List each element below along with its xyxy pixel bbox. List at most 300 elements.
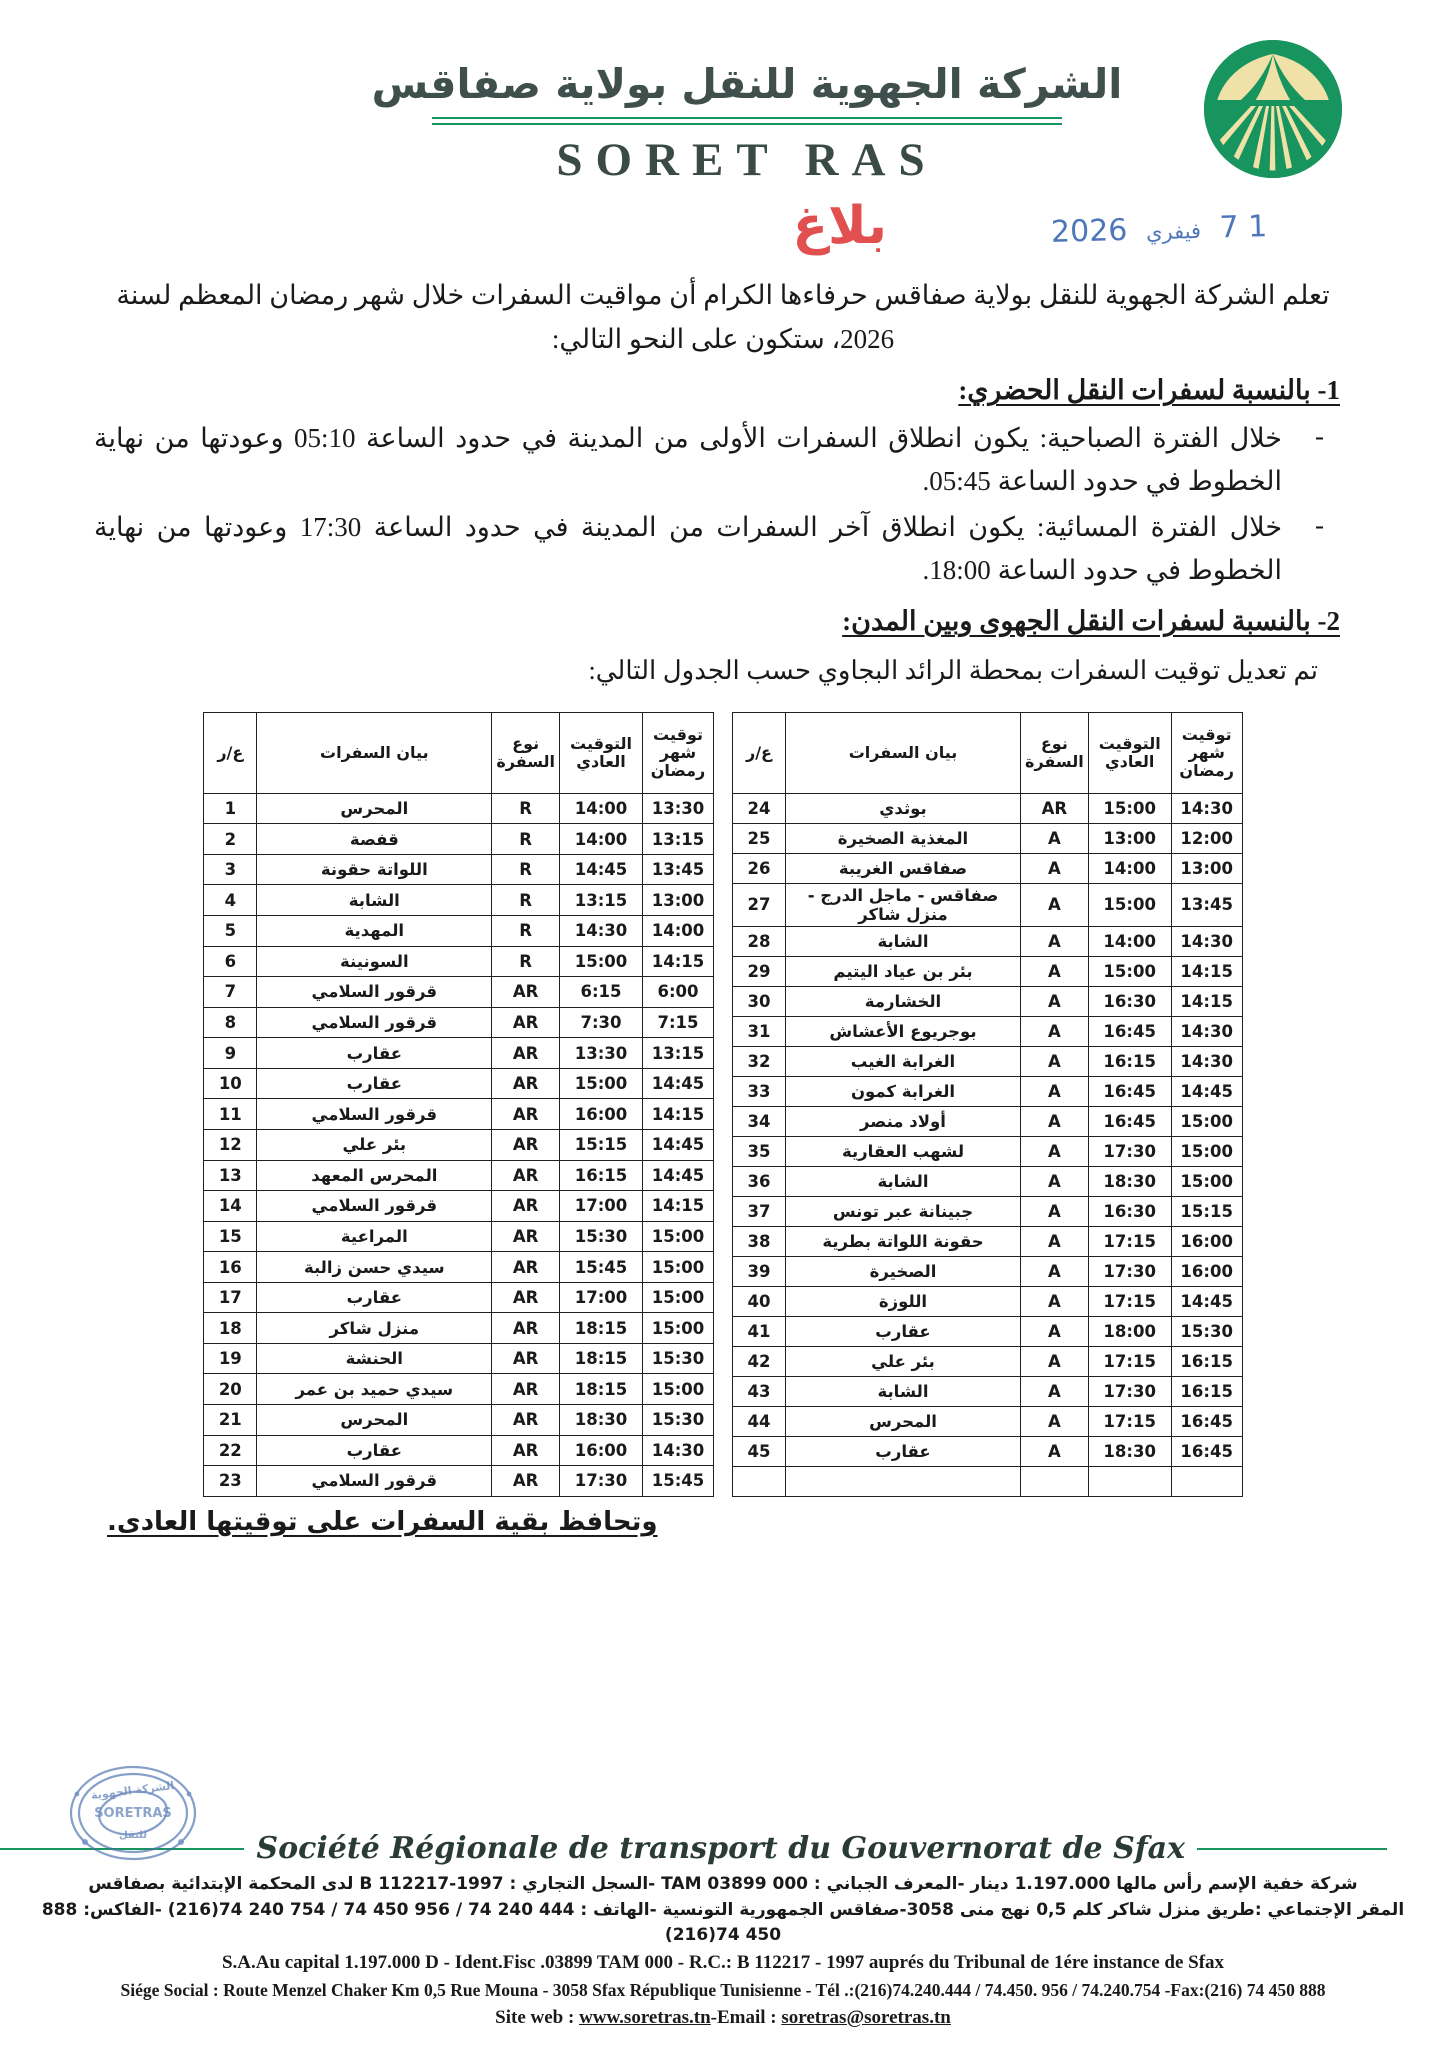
cell-ramadan-time: 15:45 <box>644 1466 715 1497</box>
cell-number: 6 <box>205 946 258 977</box>
cell-ramadan-time: 16:00 <box>1172 1256 1243 1286</box>
cell-number: 16 <box>205 1252 258 1283</box>
cell-normal-time: 14:00 <box>561 824 644 855</box>
cell-trip-type: R <box>493 916 561 947</box>
cell-normal-time: 17:15 <box>1089 1346 1172 1376</box>
cell-ramadan-time: 15:15 <box>1172 1196 1243 1226</box>
cell-number: 4 <box>205 885 258 916</box>
cell-trip-type: R <box>493 793 561 824</box>
table-row <box>205 1466 715 1497</box>
table-row <box>734 1376 1244 1406</box>
cell-ramadan-time: 7:15 <box>644 1007 715 1038</box>
cell-trip-type: A <box>1022 1256 1090 1286</box>
cell-number: 23 <box>205 1466 258 1497</box>
cell-normal-time: 18:30 <box>1089 1166 1172 1196</box>
cell-trip-type: R <box>493 824 561 855</box>
cell-trip-label: عقارب <box>258 1435 493 1466</box>
document-header <box>0 0 1448 268</box>
cell-trip-type: AR <box>493 1374 561 1405</box>
cell-number: 7 <box>205 977 258 1008</box>
cell-number: 42 <box>734 1346 787 1376</box>
cell-trip-label: بوثدي <box>787 793 1022 823</box>
legal-arabic-2: المقر الإجتماعي :طريق منزل شاكر كلم 0,5 نهج منى 3058-صفاقس الجمهورية التونسية -الهاتف : 444 240 74 / 956 450 74 / 754 240 74(216) -الفاكس: 888 450 74(216) <box>42 1899 1406 1946</box>
section-regional <box>95 600 1353 692</box>
bullet-dash: - <box>1316 509 1325 540</box>
th-ramadan-time: توقيت شهر رمضان <box>1172 712 1243 793</box>
cell-normal-time: 14:30 <box>561 916 644 947</box>
cell-normal-time: 15:00 <box>561 1068 644 1099</box>
cell-ramadan-time: 13:15 <box>644 1038 715 1069</box>
cell-normal-time: 16:00 <box>561 1435 644 1466</box>
cell-normal-time: 16:00 <box>561 1099 644 1130</box>
cell-trip-type: A <box>1022 956 1090 986</box>
notice-heading: بلاغ <box>793 196 888 256</box>
cell-trip-label: الغرابة الغيب <box>787 1046 1022 1076</box>
cell-trip-type: A <box>1022 1226 1090 1256</box>
date-stamp <box>1051 209 1268 250</box>
cell-ramadan-time: 15:00 <box>644 1252 715 1283</box>
cell-normal-time: 18:30 <box>1089 1436 1172 1466</box>
cell-trip-type: R <box>493 854 561 885</box>
th-trip-label: بيان السفرات <box>787 712 1022 793</box>
cell-trip-label: جبينانة عبر تونس <box>787 1196 1022 1226</box>
cell-ramadan-time: 16:45 <box>1172 1436 1243 1466</box>
cell-trip-type: A <box>1022 1346 1090 1376</box>
cell-normal-time: 18:30 <box>561 1405 644 1436</box>
cell-normal-time: 14:45 <box>561 854 644 885</box>
schedule-table-left <box>733 712 1244 1497</box>
cell-number: 15 <box>205 1221 258 1252</box>
table-row <box>205 977 715 1008</box>
table-row <box>205 1374 715 1405</box>
table-row <box>205 946 715 977</box>
cell-ramadan-time: 14:45 <box>644 1129 715 1160</box>
cell-trip-label: عقارب <box>258 1068 493 1099</box>
header-titles <box>348 62 1148 187</box>
cell-trip-label: بوجريوع الأعشاش <box>787 1016 1022 1046</box>
section1-bullets <box>95 417 1341 592</box>
table-row <box>734 1346 1244 1376</box>
table-row <box>205 824 715 855</box>
table-row <box>734 883 1244 926</box>
cell-trip-label: المحرس المعهد <box>258 1160 493 1191</box>
cell-normal-time: 16:15 <box>561 1160 644 1191</box>
table-row <box>734 853 1244 883</box>
table-row <box>734 1016 1244 1046</box>
th-ramadan-time: توقيت شهر رمضان <box>644 712 715 793</box>
cell-number: 37 <box>734 1196 787 1226</box>
table-row <box>734 793 1244 823</box>
table-row <box>734 1406 1244 1436</box>
document-footer <box>0 1778 1448 2032</box>
signature-line <box>60 1831 1388 1866</box>
th-trip-label: بيان السفرات <box>258 712 493 793</box>
table-row <box>205 1129 715 1160</box>
cell-trip-type: AR <box>493 1282 561 1313</box>
cell-ramadan-time: 14:15 <box>1172 986 1243 1016</box>
table-row <box>734 1286 1244 1316</box>
table-row <box>734 1076 1244 1106</box>
schedule-tables <box>0 712 1448 1497</box>
cell-trip-label: المحرس <box>258 793 493 824</box>
cell-number: 39 <box>734 1256 787 1286</box>
th-trip-type: نوع السفرة <box>493 712 561 793</box>
cell-trip-label: حقونة اللواتة بطرية <box>787 1226 1022 1256</box>
table-row <box>205 1252 715 1283</box>
email-link[interactable]: soretras@soretras.tn <box>782 2006 952 2028</box>
cell-ramadan-time: 15:00 <box>644 1221 715 1252</box>
cell-ramadan-time: 14:00 <box>644 916 715 947</box>
cell-trip-type: AR <box>493 977 561 1008</box>
cell-number: 5 <box>205 916 258 947</box>
cell-normal-time: 17:30 <box>561 1466 644 1497</box>
cell-ramadan-time: 15:30 <box>1172 1316 1243 1346</box>
cell-trip-label: عقارب <box>787 1316 1022 1346</box>
cell-trip-type: A <box>1022 1076 1090 1106</box>
svg-text:الشركة الجهوية: الشركة الجهوية <box>91 1778 176 1803</box>
header-divider <box>433 117 1063 125</box>
cell-trip-label: سيدي حميد بن عمر <box>258 1374 493 1405</box>
company-round-seal-icon <box>50 1754 218 1872</box>
cell-normal-time: 18:15 <box>561 1313 644 1344</box>
cell-number: 35 <box>734 1136 787 1166</box>
table-row <box>734 1226 1244 1256</box>
cell-ramadan-time: 14:15 <box>644 1099 715 1130</box>
cell-normal-time: 15:45 <box>561 1252 644 1283</box>
list-item <box>95 506 1341 592</box>
cell-ramadan-time: 13:15 <box>644 824 715 855</box>
table-row <box>734 1316 1244 1346</box>
cell-trip-type: R <box>493 946 561 977</box>
cell-number: 30 <box>734 986 787 1016</box>
cell-ramadan-time: 14:30 <box>644 1435 715 1466</box>
cell-trip-label: السونينة <box>258 946 493 977</box>
cell-ramadan-time: 14:30 <box>1172 793 1243 823</box>
soretras-logo <box>1205 40 1343 178</box>
legal-arabic-1: شركة خفية الإسم رأس مالها 1.197.000 دينار -المعرف الجباني : 000 TAM 03899 -السجل التجاري : B 112217-1997 لدى المحكمة الإبتدائية بصفاقس <box>89 1874 1359 1895</box>
cell-trip-label: المحرس <box>787 1406 1022 1436</box>
cell-number: 22 <box>205 1435 258 1466</box>
cell-trip-label: الشابة <box>787 1166 1022 1196</box>
stamp-year: 2026 <box>1051 212 1129 250</box>
cell-ramadan-time: 14:30 <box>1172 926 1243 956</box>
cell-normal-time: 13:00 <box>1089 823 1172 853</box>
cell-trip-type: A <box>1022 1106 1090 1136</box>
cell-normal-time: 15:00 <box>1089 793 1172 823</box>
table-row <box>205 1435 715 1466</box>
bullet-text: خلال الفترة المسائية: يكون انطلاق آخر السفرات من المدينة في حدود الساعة 17:30 وعودتها من نهاية الخطوط في حدود الساعة 18:00. <box>95 511 1284 585</box>
cell-number: 13 <box>205 1160 258 1191</box>
document-body <box>95 274 1353 692</box>
cell-trip-type: A <box>1022 853 1090 883</box>
cell-number: 2 <box>205 824 258 855</box>
cell-normal-time: 17:30 <box>1089 1136 1172 1166</box>
cell-trip-label: المغذية الصخيرة <box>787 823 1022 853</box>
cell-number: 1 <box>205 793 258 824</box>
cell-trip-type: A <box>1022 1286 1090 1316</box>
table-row <box>205 1282 715 1313</box>
list-item <box>95 417 1341 503</box>
cell-trip-type: R <box>493 885 561 916</box>
table-row <box>734 1166 1244 1196</box>
cell-number: 10 <box>205 1068 258 1099</box>
cell-normal-time: 15:00 <box>1089 956 1172 986</box>
cell-trip-type: A <box>1022 883 1090 926</box>
cell-number: 41 <box>734 1316 787 1346</box>
table-row <box>734 1106 1244 1136</box>
legal-french-2: Siége Social : Route Menzel Chaker Km 0,5 Rue Mouna - 3058 Sfax République Tunisienne - Tél .:(216)74.240.444 / 74.450. 956 / 74.240.754 -Fax:(216) 74 450 888 <box>121 1980 1327 2001</box>
cell-trip-label: قرقور السلامي <box>258 1007 493 1038</box>
cell-normal-time: 15:30 <box>561 1221 644 1252</box>
cell-ramadan-time: 13:00 <box>1172 853 1243 883</box>
table-row <box>205 1038 715 1069</box>
cell-ramadan-time: 14:45 <box>1172 1076 1243 1106</box>
th-number: ع/ر <box>205 712 258 793</box>
signature-rule-left <box>1198 1848 1388 1851</box>
cell-normal-time: 15:00 <box>1089 883 1172 926</box>
cell-number: 38 <box>734 1226 787 1256</box>
cell-number: 11 <box>205 1099 258 1130</box>
cell-normal-time: 16:30 <box>1089 986 1172 1016</box>
cell-trip-type: A <box>1022 986 1090 1016</box>
cell-normal-time: 16:45 <box>1089 1076 1172 1106</box>
cell-number: 3 <box>205 854 258 885</box>
cell-trip-label: أولاد منصر <box>787 1106 1022 1136</box>
cell-number: 34 <box>734 1106 787 1136</box>
cell-normal-time: 18:15 <box>561 1374 644 1405</box>
website-link[interactable]: www.soretras.tn <box>580 2006 712 2028</box>
cell-trip-type: AR <box>493 1068 561 1099</box>
cell-trip-label: الشابة <box>787 1376 1022 1406</box>
cell-normal-time: 6:15 <box>561 977 644 1008</box>
table-row <box>205 793 715 824</box>
closing-note: وتحافظ بقية السفرات على توقيتها العادى. <box>108 1506 659 1537</box>
cell-ramadan-time: 15:00 <box>1172 1106 1243 1136</box>
schedule-table-right <box>204 712 715 1497</box>
cell-trip-label: سيدي حسن زالبة <box>258 1252 493 1283</box>
cell-ramadan-time: 16:00 <box>1172 1226 1243 1256</box>
cell-trip-label: الشابة <box>787 926 1022 956</box>
cell-ramadan-time: 15:30 <box>644 1405 715 1436</box>
company-name-arabic: الشركة الجهوية للنقل بولاية صفاقس <box>372 60 1124 108</box>
cell-trip-label: الشابة <box>258 885 493 916</box>
cell-trip-type: A <box>1022 823 1090 853</box>
table-row <box>734 1256 1244 1286</box>
cell-ramadan-time: 15:00 <box>1172 1136 1243 1166</box>
bullet-text: خلال الفترة الصباحية: يكون انطلاق السفرات الأولى من المدينة في حدود الساعة 05:10 وعودتها من نهاية الخطوط في حدود الساعة 05:45. <box>95 423 1283 497</box>
cell-trip-type: AR <box>1022 793 1090 823</box>
cell-normal-time: 14:00 <box>561 793 644 824</box>
cell-trip-label: اللواتة حقونة <box>258 854 493 885</box>
th-normal-time: التوقيت العادي <box>561 712 644 793</box>
cell-ramadan-time: 14:45 <box>644 1160 715 1191</box>
cell-trip-type: A <box>1022 1196 1090 1226</box>
cell-normal-time: 14:00 <box>1089 926 1172 956</box>
table-row <box>734 926 1244 956</box>
cell-number: 31 <box>734 1016 787 1046</box>
cell-trip-label: الخشارمة <box>787 986 1022 1016</box>
cell-trip-type: AR <box>493 1007 561 1038</box>
cell-normal-time: 13:30 <box>561 1038 644 1069</box>
cell-normal-time: 17:15 <box>1089 1406 1172 1436</box>
cell-trip-type: A <box>1022 1046 1090 1076</box>
radiating-roads-logo-icon <box>1205 40 1343 178</box>
table-row <box>205 1099 715 1130</box>
table-row <box>205 1160 715 1191</box>
cell-trip-label: منزل شاكر <box>258 1313 493 1344</box>
cell-trip-label: عقارب <box>787 1436 1022 1466</box>
cell-ramadan-time: 14:15 <box>644 1191 715 1222</box>
table-row <box>205 1068 715 1099</box>
table-row <box>734 1136 1244 1166</box>
cell-trip-label: الحنشة <box>258 1343 493 1374</box>
table-row <box>734 986 1244 1016</box>
cell-trip-label: قرقور السلامي <box>258 977 493 1008</box>
cell-trip-type: A <box>1022 1436 1090 1466</box>
cell-trip-label: اللوزة <box>787 1286 1022 1316</box>
table-row <box>205 1343 715 1374</box>
cell-trip-label: قرقور السلامي <box>258 1191 493 1222</box>
th-trip-type: نوع السفرة <box>1022 712 1090 793</box>
cell-ramadan-time: 14:45 <box>644 1068 715 1099</box>
cell-normal-time: 17:30 <box>1089 1256 1172 1286</box>
cell-number: 9 <box>205 1038 258 1069</box>
cell-number: 25 <box>734 823 787 853</box>
cell-trip-label: الغرابة كمون <box>787 1076 1022 1106</box>
cell-number: 32 <box>734 1046 787 1076</box>
cell-trip-type: AR <box>493 1466 561 1497</box>
cell-ramadan-time: 15:00 <box>644 1313 715 1344</box>
bullet-dash: - <box>1316 421 1325 452</box>
cell-ramadan-time: 14:30 <box>1172 1046 1243 1076</box>
cell-normal-time: 18:15 <box>561 1343 644 1374</box>
cell-ramadan-time: 16:15 <box>1172 1376 1243 1406</box>
cell-normal-time: 17:00 <box>561 1191 644 1222</box>
cell-normal-time: 15:15 <box>561 1129 644 1160</box>
cell-trip-type: AR <box>493 1129 561 1160</box>
cell-number: 21 <box>205 1405 258 1436</box>
cell-ramadan-time: 16:45 <box>1172 1406 1243 1436</box>
cell-trip-type: AR <box>493 1221 561 1252</box>
cell-ramadan-time: 14:30 <box>1172 1016 1243 1046</box>
cell-trip-label: المراعية <box>258 1221 493 1252</box>
email-prefix: -Email : <box>711 2006 783 2028</box>
cell-ramadan-time: 12:00 <box>1172 823 1243 853</box>
cell-normal-time: 17:00 <box>561 1282 644 1313</box>
table-row <box>734 1046 1244 1076</box>
table-row <box>205 1221 715 1252</box>
cell-normal-time: 14:00 <box>1089 853 1172 883</box>
legal-web-line <box>36 2004 1412 2033</box>
signature-text: Société Régionale de transport du Gouvernorat de Sfax <box>257 1831 1186 1867</box>
cell-trip-type: AR <box>493 1313 561 1344</box>
cell-normal-time: 16:45 <box>1089 1016 1172 1046</box>
table-row <box>734 823 1244 853</box>
cell-trip-label: المحرس <box>258 1405 493 1436</box>
th-normal-time: التوقيت العادي <box>1089 712 1172 793</box>
table-row <box>205 854 715 885</box>
cell-number: 43 <box>734 1376 787 1406</box>
cell-trip-type: A <box>1022 1016 1090 1046</box>
table-row <box>205 1007 715 1038</box>
table-row <box>205 916 715 947</box>
intro-paragraph: تعلم الشركة الجهوية للنقل بولاية صفاقس حرفاءها الكرام أن مواقيت السفرات خلال شهر رمضان المعظم لسنة 2026، ستكون على النحو التالي: <box>117 280 1331 354</box>
svg-text:للنقل: للنقل <box>119 1830 149 1841</box>
cell-normal-time: 18:00 <box>1089 1316 1172 1346</box>
cell-ramadan-time: 15:00 <box>644 1282 715 1313</box>
cell-number: 44 <box>734 1406 787 1436</box>
cell-ramadan-time: 13:45 <box>1172 883 1243 926</box>
cell-ramadan-time: 14:15 <box>644 946 715 977</box>
cell-ramadan-time: 13:00 <box>644 885 715 916</box>
table-row <box>734 1436 1244 1466</box>
cell-normal-time: 17:15 <box>1089 1286 1172 1316</box>
cell-trip-type: AR <box>493 1191 561 1222</box>
cell-normal-time: 17:15 <box>1089 1226 1172 1256</box>
cell-trip-label: قرقور السلامي <box>258 1466 493 1497</box>
cell-number: 20 <box>205 1374 258 1405</box>
cell-normal-time: 16:30 <box>1089 1196 1172 1226</box>
cell-trip-label: لشهب العقارية <box>787 1136 1022 1166</box>
cell-number: 45 <box>734 1436 787 1466</box>
table-row <box>734 1196 1244 1226</box>
cell-trip-type: A <box>1022 1166 1090 1196</box>
cell-number: 18 <box>205 1313 258 1344</box>
cell-number: 24 <box>734 793 787 823</box>
section-urban <box>95 369 1353 591</box>
cell-trip-type: A <box>1022 926 1090 956</box>
cell-normal-time: 16:45 <box>1089 1106 1172 1136</box>
cell-trip-label: بئر علي <box>258 1129 493 1160</box>
cell-trip-type: AR <box>493 1038 561 1069</box>
table-header-row <box>205 712 715 793</box>
cell-ramadan-time: 14:15 <box>1172 956 1243 986</box>
cell-normal-time: 17:30 <box>1089 1376 1172 1406</box>
cell-number: 8 <box>205 1007 258 1038</box>
cell-ramadan-time: 15:30 <box>644 1343 715 1374</box>
cell-number: 29 <box>734 956 787 986</box>
legal-french-1: S.A.Au capital 1.197.000 D - Ident.Fisc .03899 TAM 000 - R.C.: B 112217 - 1997 auprés du Tribunal de 1ére instance de Sfax <box>222 1951 1226 1973</box>
cell-trip-label: عقارب <box>258 1038 493 1069</box>
cell-normal-time: 7:30 <box>561 1007 644 1038</box>
cell-trip-type: AR <box>493 1099 561 1130</box>
table-row <box>205 1405 715 1436</box>
cell-trip-type: AR <box>493 1343 561 1374</box>
cell-number: 12 <box>205 1129 258 1160</box>
stamp-month: فيفري <box>1146 218 1203 245</box>
table-spacer-row <box>734 1466 1244 1496</box>
cell-number: 27 <box>734 883 787 926</box>
stamp-day: 1 7 <box>1219 209 1269 246</box>
cell-ramadan-time: 15:00 <box>1172 1166 1243 1196</box>
cell-number: 36 <box>734 1166 787 1196</box>
section2-title: 2- بالنسبة لسفرات النقل الجهوى وبين المدن: <box>843 605 1341 636</box>
th-number: ع/ر <box>734 712 787 793</box>
cell-number: 17 <box>205 1282 258 1313</box>
cell-ramadan-time: 13:45 <box>644 854 715 885</box>
cell-trip-label: المهدية <box>258 916 493 947</box>
cell-trip-label: الصخيرة <box>787 1256 1022 1286</box>
cell-ramadan-time: 15:00 <box>644 1374 715 1405</box>
table-row <box>734 956 1244 986</box>
cell-trip-type: A <box>1022 1316 1090 1346</box>
table-row <box>205 1313 715 1344</box>
cell-trip-label: عقارب <box>258 1282 493 1313</box>
cell-normal-time: 15:00 <box>561 946 644 977</box>
cell-number: 19 <box>205 1343 258 1374</box>
section2-note: تم تعديل توقيت السفرات بمحطة الرائد البجاوي حسب الجدول التالي: <box>589 655 1319 685</box>
table-row <box>205 885 715 916</box>
